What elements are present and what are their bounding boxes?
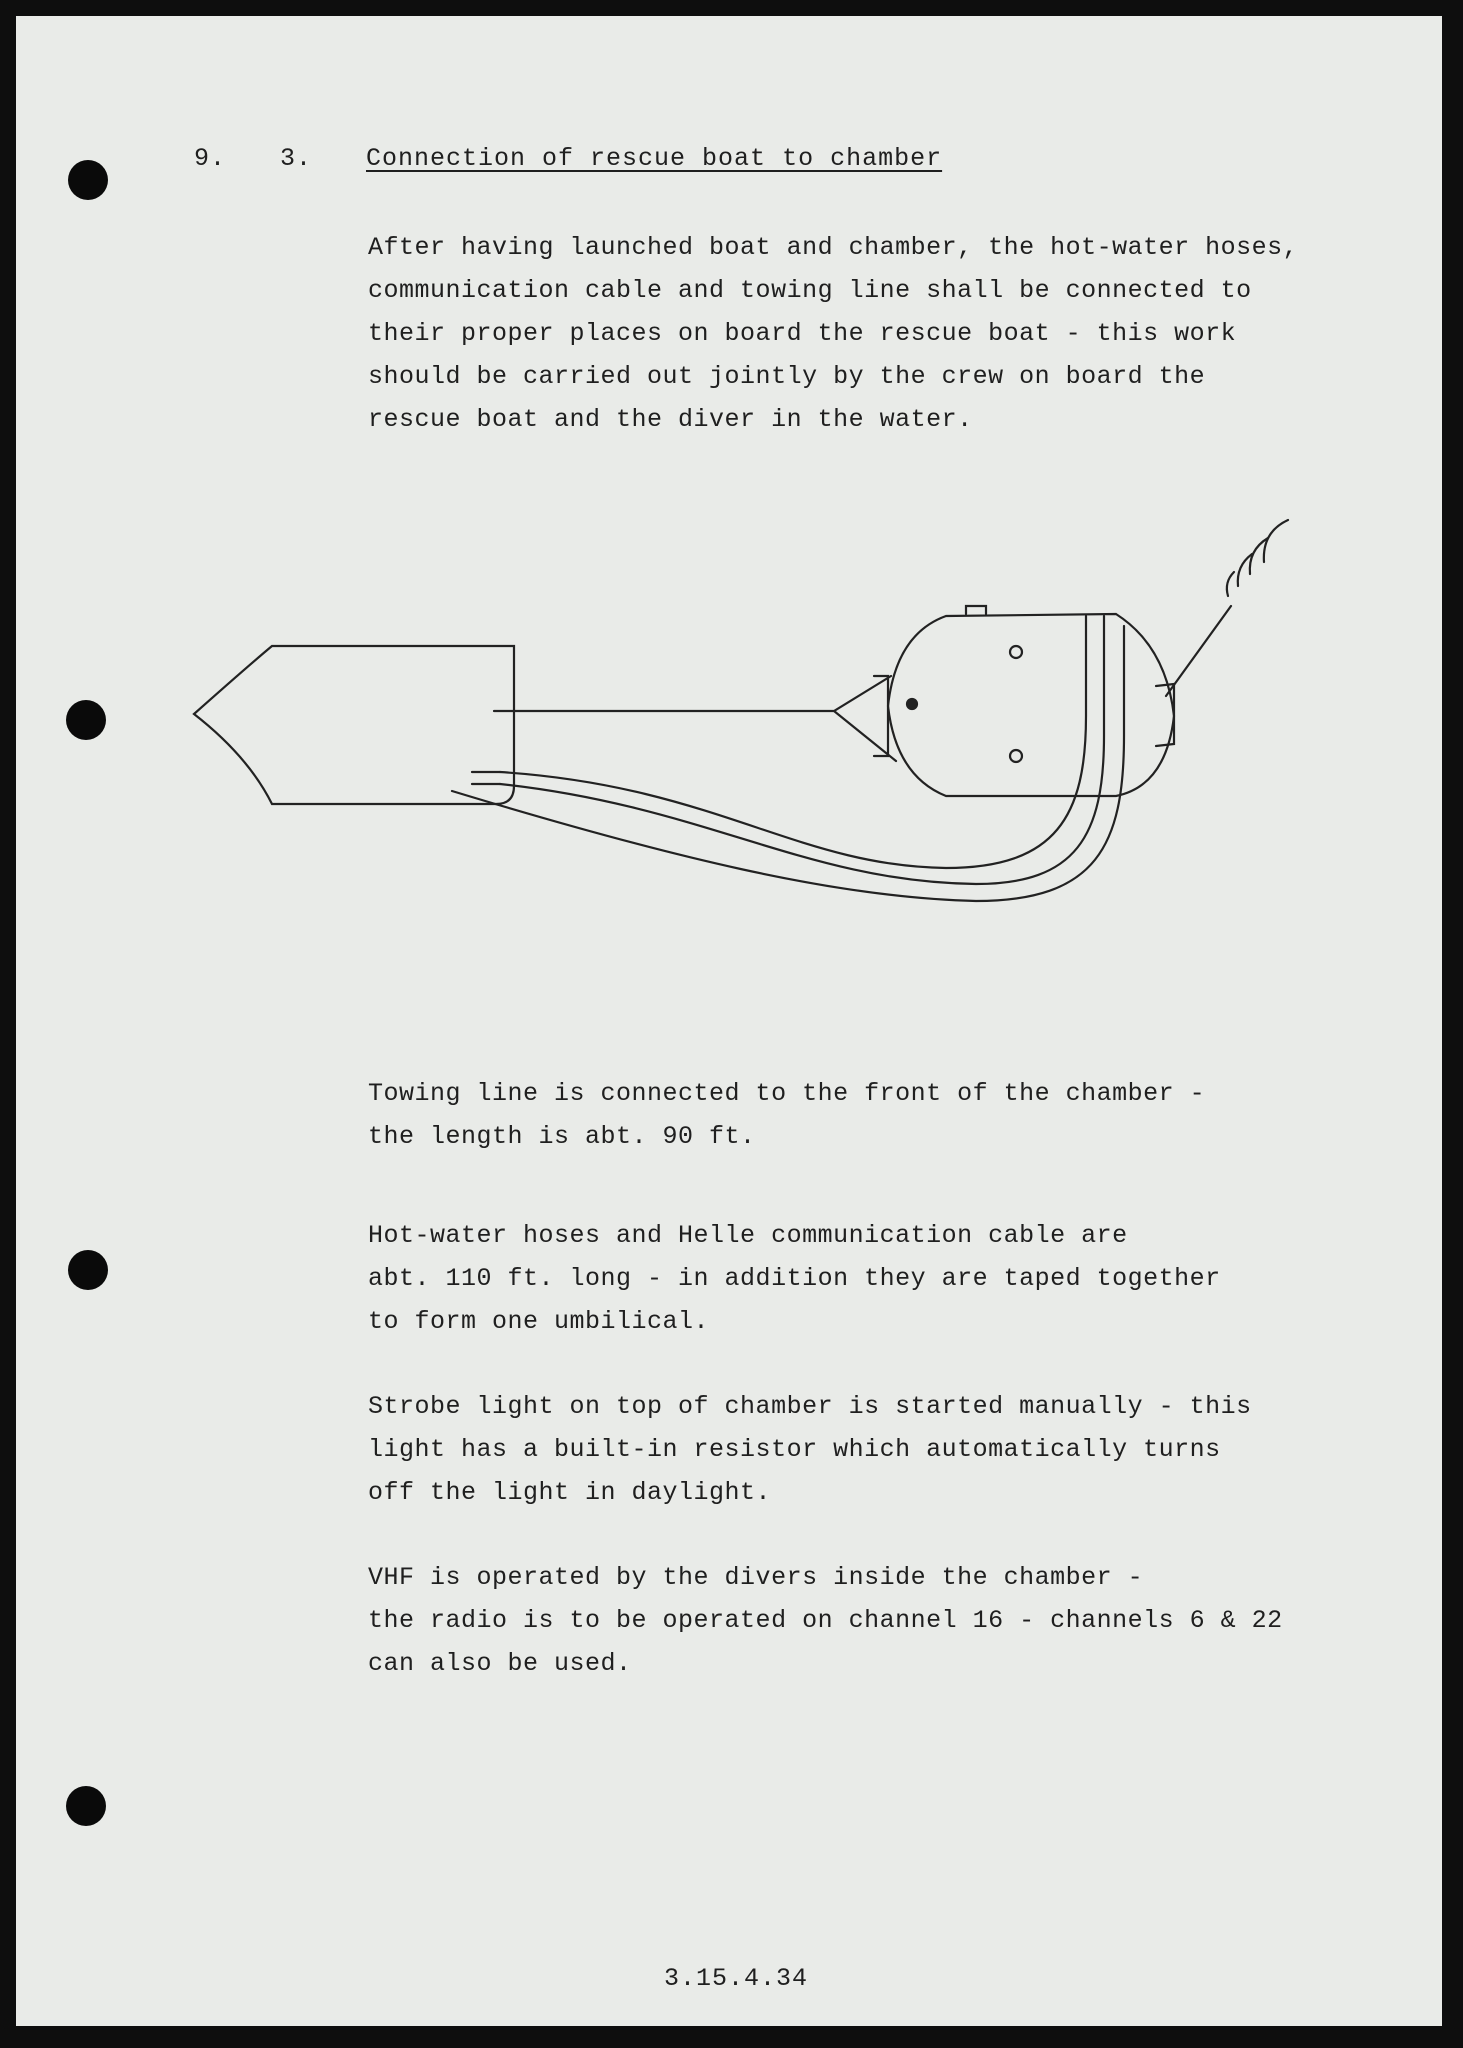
rescue-boat-hull [194,646,514,804]
chamber-hatch [966,606,986,614]
punch-hole [68,1250,108,1290]
intro-paragraph: After having launched boat and chamber, the hot-water hoses, communication cable and towing line shall be connected to their proper places on board the rescue boat - this work should be carried out jointly by the crew on board the rescue boat and the diver in the water. [368,233,1299,434]
towing-line [494,676,896,761]
hoses-paragraph: Hot-water hoses and Helle communication cable are abt. 110 ft. long - in addition they are taped together to form one umbilical. [368,1221,1221,1336]
strobe-light-paragraph: Strobe light on top of chamber is started manually - this light has a built-in resistor which automatically turns off the light in daylight. [368,1392,1252,1507]
hose-connector [472,772,500,784]
towing-line-paragraph: Towing line is connected to the front of the chamber - the length is abt. 90 ft. [368,1079,1206,1151]
radio-wave [1227,572,1234,596]
umbilical-hose [452,626,1124,901]
chamber-body [888,614,1174,796]
rescue-boat-chamber-diagram [16,16,1442,936]
porthole [1010,646,1022,658]
section-title: Connection of rescue boat to chamber [366,144,943,173]
chapter-number: 9. [194,144,227,173]
porthole [1010,750,1022,762]
page-number: 3.15.4.34 [664,1964,809,1993]
document-page [16,16,1442,2026]
punch-hole [66,1786,106,1826]
radio-wave [1264,520,1288,562]
vhf-antenna [1166,606,1231,696]
section-number: 3. [280,144,313,173]
vhf-paragraph: VHF is operated by the divers inside the chamber - the radio is to be operated on channel 16 - channels 6 & 22 can also be used. [368,1563,1283,1678]
porthole [907,699,917,709]
